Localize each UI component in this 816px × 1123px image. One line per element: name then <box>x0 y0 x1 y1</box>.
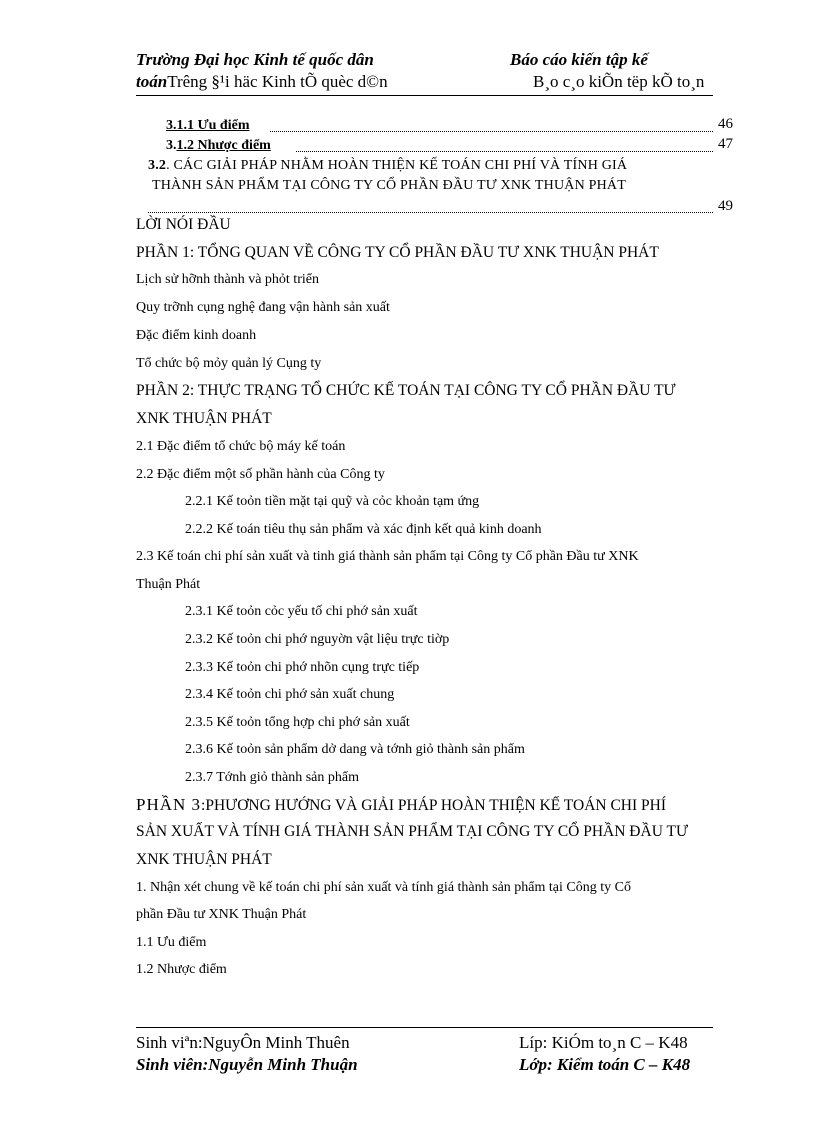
toc-item-3-2-prefix: 3.2 <box>148 158 167 173</box>
p2-item-2-3-line2: Thuận Phát <box>136 577 201 592</box>
p2-item-2-3-2: 2.3.2 Kế toỏn chi phớ nguyờn vật liệu trực tiờp <box>185 632 450 647</box>
toc-item-3-1-2 <box>166 138 271 154</box>
p2-item-2-3-1: 2.3.1 Kế toỏn cỏc yếu tố chi phớ sản xuất <box>185 604 418 619</box>
header-school-name: Trường Đại học Kinh tế quốc dân <box>136 50 374 69</box>
p1-item-2: Quy trỡnh cụng nghệ đang vận hành sản xuất <box>136 300 390 315</box>
heading-phan-2-line2: XNK THUẬN PHÁT <box>136 410 272 427</box>
heading-phan-3-prefix: PHẦN 3 <box>136 795 202 814</box>
header-garbled-report: B¸o c¸o kiÕn tëp kÕ to¸n <box>533 72 705 91</box>
toc-page-3-2: 49 <box>718 198 733 214</box>
header-garbled-school: Trêng §¹i häc Kinh tÕ quèc d©n <box>167 72 388 91</box>
toc-item-3-1-2-label: 1.2 Nhược điểm <box>176 138 271 153</box>
toc-page-3-1-2: 47 <box>718 136 733 152</box>
toc-item-3-2-line1 <box>148 158 627 174</box>
toc-item-3-2-line2: THÀNH SẢN PHẨM TẠI CÔNG TY CỔ PHẦN ĐẦU TƯ XNK THUẬN PHÁT <box>152 178 626 193</box>
toc-item-3-1-2-prefix: 3. <box>166 138 177 153</box>
p1-item-3: Đặc điểm kinh doanh <box>136 328 257 343</box>
p1-item-1: Lịch sử hỡnh thành và phỏt triển <box>136 272 319 287</box>
toc-page-3-1-1: 46 <box>718 116 733 132</box>
footer-class-garbled: Líp: KiÓm to¸n C – K48 <box>519 1033 688 1052</box>
header-rule <box>136 95 713 96</box>
footer-student-name: Sinh viên:Nguyễn Minh Thuận <box>136 1055 358 1074</box>
heading-phan-1: PHẦN 1: TỔNG QUAN VỀ CÔNG TY CỔ PHẦN ĐẦU TƯ XNK THUẬN PHÁT <box>136 244 659 261</box>
toc-leader-3-2 <box>148 212 713 213</box>
p2-item-2-3-4: 2.3.4 Kế toỏn chi phớ sản xuất chung <box>185 687 395 702</box>
p3-item-1-line2: phần Đầu tư XNK Thuận Phát <box>136 907 307 922</box>
p3-item-1-1: 1.1 Ưu điểm <box>136 935 207 950</box>
heading-loi-noi-dau: LỜI NÓI ĐẦU <box>136 216 231 233</box>
p2-item-2-3-7: 2.3.7 Tớnh giỏ thành sản phẩm <box>185 770 359 785</box>
p1-item-4: Tổ chức bộ mỏy quản lý Cụng ty <box>136 356 322 371</box>
footer-rule <box>136 1027 713 1028</box>
toc-leader-3-1-1 <box>270 131 713 132</box>
p2-item-2-1: 2.1 Đặc điểm tổ chức bộ máy kế toán <box>136 439 346 454</box>
toc-item-3-2-title: . CÁC GIẢI PHÁP NHẰM HOÀN THIỆN KẾ TOÁN CHI PHÍ VÀ TÍNH GIÁ <box>166 158 628 173</box>
heading-phan-2-line1: PHẦN 2: THỰC TRẠNG TỔ CHỨC KẾ TOÁN TẠI CÔNG TY CỔ PHẦN ĐẦU TƯ <box>136 382 676 399</box>
p2-item-2-3-5: 2.3.5 Kế toỏn tổng hợp chi phớ sản xuất <box>185 715 410 730</box>
p2-item-2-3-3: 2.3.3 Kế toỏn chi phớ nhõn cụng trực tiếp <box>185 660 420 675</box>
p2-item-2-3-line1: 2.3 Kế toán chi phí sản xuất và tinh giá thành sản phẩm tại Công ty Cổ phần Đầu tư XNK <box>136 549 639 564</box>
header-continuation: toán <box>136 72 168 91</box>
footer-class-name: Lớp: Kiểm toán C – K48 <box>519 1055 691 1074</box>
footer-student-garbled: Sinh viªn:NguyÔn Minh Thuên <box>136 1033 350 1052</box>
heading-phan-3-title: :PHƯƠNG HƯỚNG VÀ GIẢI PHÁP HOÀN THIỆN KẾ TOÁN CHI PHÍ <box>201 797 666 814</box>
header-report-title: Báo cáo kiến tập kế <box>510 50 648 69</box>
p2-item-2-3-6: 2.3.6 Kế toỏn sản phẩm dở dang và tớnh giỏ thành sản phẩm <box>185 742 525 757</box>
toc-leader-3-1-2 <box>296 151 713 152</box>
p2-item-2-2: 2.2 Đặc điểm một số phần hành của Công ty <box>136 467 385 482</box>
heading-phan-3-line2: SẢN XUẤT VÀ TÍNH GIÁ THÀNH SẢN PHẨM TẠI CÔNG TY CỔ PHẦN ĐẦU TƯ <box>136 823 688 840</box>
header-line2-left <box>136 72 388 92</box>
p2-item-2-2-1: 2.2.1 Kế toỏn tiền mặt tại quỹ và cỏc khoản tạm ứng <box>185 494 480 509</box>
p3-item-1-line1: 1. Nhận xét chung về kế toán chi phí sản xuất và tính giá thành sản phẩm tại Công ty Cổ <box>136 880 631 895</box>
heading-phan-3-line1 <box>136 795 666 815</box>
toc-item-3-1-1: 3.1.1 Ưu điểm <box>166 118 250 133</box>
p2-item-2-2-2: 2.2.2 Kế toán tiêu thụ sản phẩm và xác định kết quả kinh doanh <box>185 522 542 537</box>
heading-phan-3-line3: XNK THUẬN PHÁT <box>136 851 272 868</box>
p3-item-1-2: 1.2 Nhược điểm <box>136 962 227 977</box>
